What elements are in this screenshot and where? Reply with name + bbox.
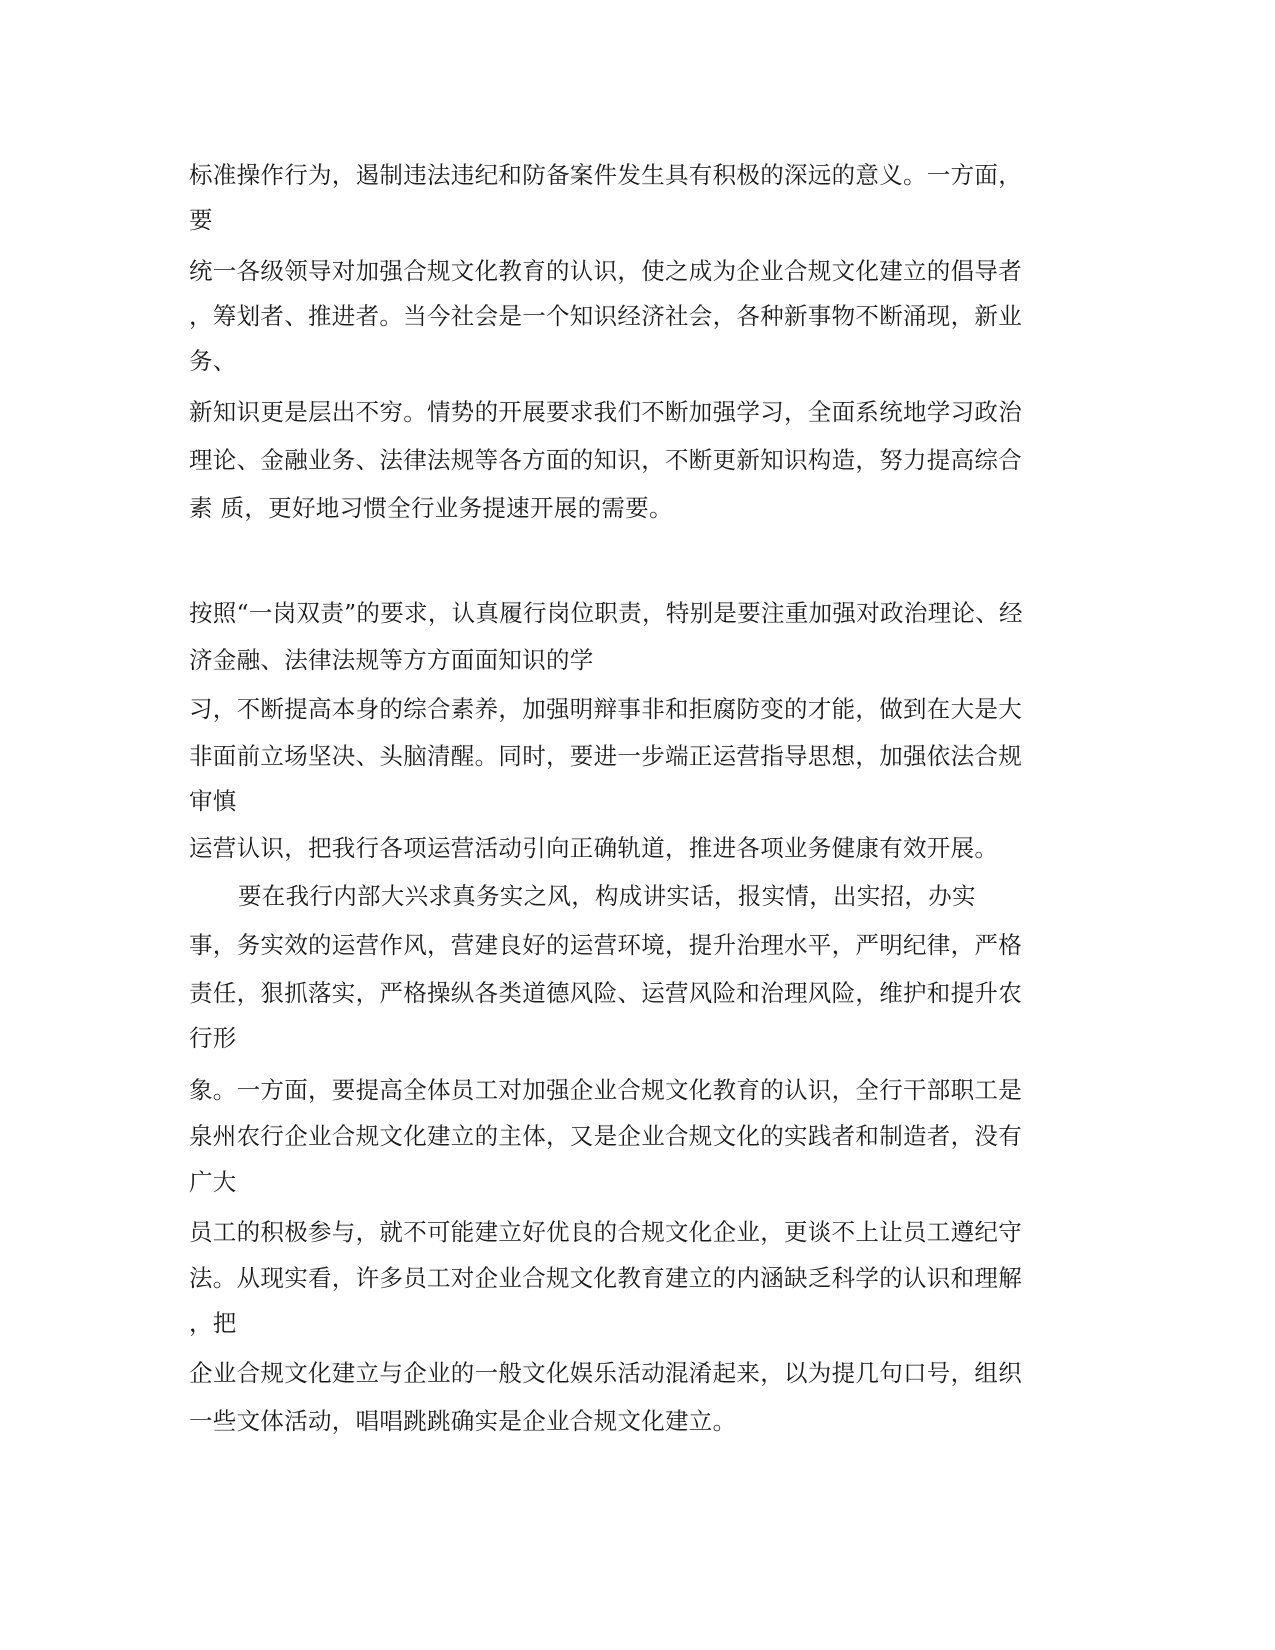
text-line: ，把 <box>189 1309 237 1337</box>
text-line: 行形 <box>189 1024 237 1052</box>
text-line: 按照“一岗双责”的要求，认真履行岗位职责，特别是要注重加强对政治理论、经 <box>189 599 1023 627</box>
text-line: 事，务实效的运营作风，营建良好的运营环境，提升治理水平，严明纪律，严格 <box>189 931 1022 959</box>
text-line: 标准操作行为，遏制违法违纪和防备案件发生具有积极的深远的意义。一方面， <box>189 161 1022 189</box>
text-line: 统一各级领导对加强合规文化教育的认识，使之成为企业合规文化建立的倡导者 <box>189 257 1022 285</box>
text-line: 习，不断提高本身的综合素养，加强明辩事非和拒腐防变的才能，做到在大是大 <box>189 695 1022 723</box>
text-line: ，筹划者、推进者。当今社会是一个知识经济社会，各种新事物不断涌现，新业 <box>189 302 1022 330</box>
text-line: 一些文体活动，唱唱跳跳确实是企业合规文化建立。 <box>189 1407 737 1435</box>
text-line: 济金融、法律法规等方方面面知识的学 <box>189 646 594 674</box>
text-line: 广大 <box>189 1168 237 1196</box>
text-line: 法。从现实看，许多员工对企业合规文化教育建立的内涵缺乏科学的认识和理解 <box>189 1264 1022 1292</box>
text-line: 象。一方面，要提高全体员工对加强企业合规文化教育的认识，全行干部职工是 <box>189 1076 1022 1104</box>
text-line: 泉州农行企业合规文化建立的主体，又是企业合规文化的实践者和制造者，没有 <box>189 1122 1022 1150</box>
text-line-indented: 要在我行内部大兴求真务实之风，构成讲实话，报实情，出实招，办实 <box>238 882 976 910</box>
text-line: 新知识更是层出不穷。情势的开展要求我们不断加强学习，全面系统地学习政治 <box>189 398 1022 426</box>
text-line: 素 质，更好地习惯全行业务提速开展的需要。 <box>189 494 673 522</box>
text-line: 审慎 <box>189 787 237 815</box>
text-line: 企业合规文化建立与企业的一般文化娱乐活动混淆起来，以为提几句口号，组织 <box>189 1359 1022 1387</box>
text-line: 要 <box>189 206 213 234</box>
text-line: 非面前立场坚决、头脑清醒。同时，要进一步端正运营指导思想，加强依法合规 <box>189 742 1022 770</box>
text-line: 理论、金融业务、法律法规等各方面的知识，不断更新知识构造，努力提高综合 <box>189 446 1022 474</box>
text-line: 务、 <box>189 347 237 375</box>
text-line: 员工的积极参与，就不可能建立好优良的合规文化企业，更谈不上让员工遵纪守 <box>189 1218 1022 1246</box>
text-line: 责任，狠抓落实，严格操纵各类道德风险、运营风险和治理风险，维护和提升农 <box>189 979 1022 1007</box>
text-line: 运营认识，把我行各项运营活动引向正确轨道，推进各项业务健康有效开展。 <box>189 834 999 862</box>
